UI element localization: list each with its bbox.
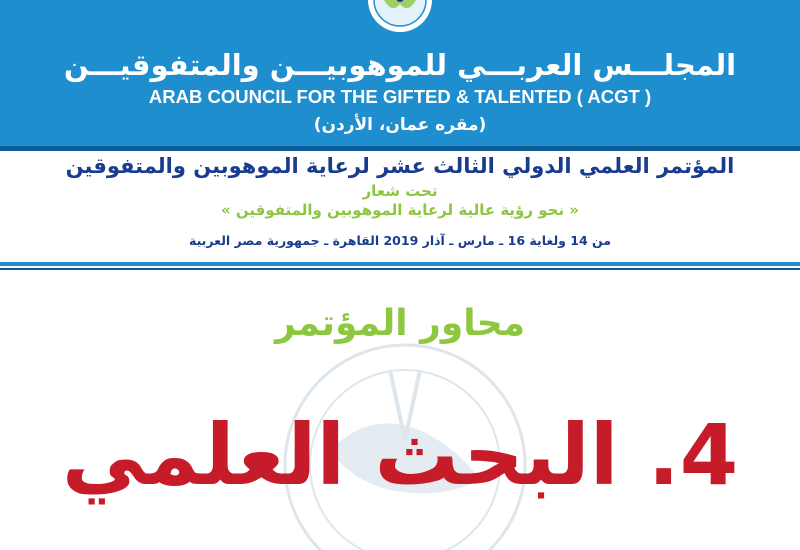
conference-dates: من 14 ولغاية 16 ـ مارس ـ آذار 2019 القاهرة ـ جمهورية مصر العربية	[188, 233, 612, 248]
council-title-english: ARAB COUNCIL FOR THE GIFTED & TALENTED ( ACGT )	[148, 86, 652, 107]
header-divider	[0, 146, 800, 151]
council-title-arabic: المجلـــس العربـــي للموهوبيـــن والمتفوقيـــن	[63, 48, 737, 82]
section-divider	[0, 262, 800, 266]
conference-title: المؤتمر العلمي الدولي الثالث عشر لرعاية الموهوبين والمتفوقين	[65, 154, 735, 178]
slogan-label: تحت شعار	[362, 182, 438, 200]
council-logo-icon	[340, 0, 460, 34]
headquarters-text: (مقره عمان، الأردن)	[313, 115, 487, 135]
axes-heading: محاور المؤتمر	[275, 303, 525, 344]
topic-title: 4. البحث العلمي	[61, 406, 739, 504]
section-divider-thin	[0, 268, 800, 270]
conference-slogan: « نحو رؤية عالية لرعاية الموهوبين والمتفوقين »	[221, 201, 579, 219]
header-banner	[0, 0, 800, 146]
